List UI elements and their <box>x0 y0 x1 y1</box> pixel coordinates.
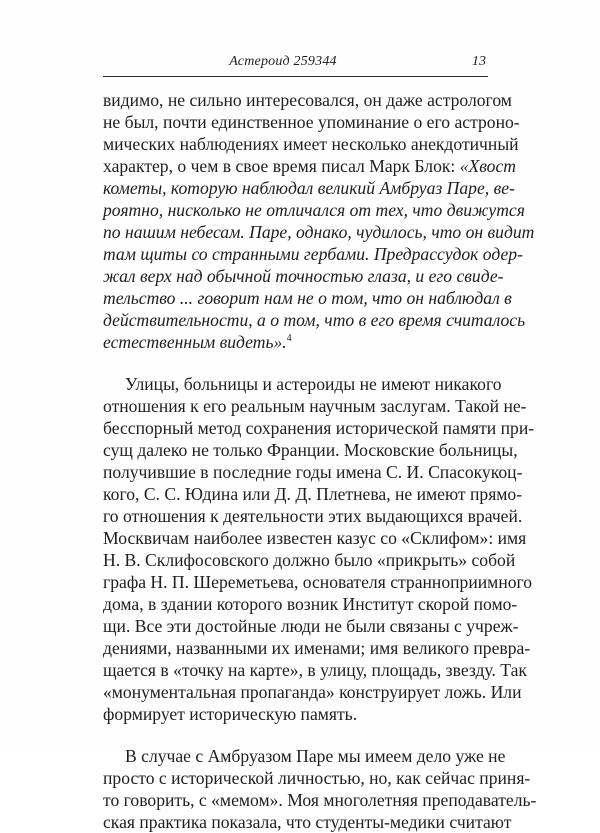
text-segment: то говорить, с «мемом». Моя многолетняя преподаватель- <box>103 790 537 810</box>
text-line <box>103 155 516 177</box>
text-line <box>103 549 516 571</box>
paragraph <box>103 373 535 725</box>
quote-text: там щиты со странными гербами. Предрассудок одер- <box>103 244 523 264</box>
text-segment: щи. Все эти достойные люди не были связаны с учреж- <box>103 616 519 636</box>
text-line <box>103 89 512 111</box>
footnote-ref: 4 <box>286 333 292 344</box>
text-segment: не был, почти единственное упоминание о его астроно- <box>103 112 520 132</box>
text-line <box>103 439 518 461</box>
text-line <box>103 265 504 287</box>
page-number: 13 <box>472 54 486 69</box>
text-segment: бесспорный метод сохранения исторической памяти при- <box>103 418 535 438</box>
text-line <box>103 461 523 483</box>
body-text <box>103 89 537 833</box>
text-line <box>103 483 523 505</box>
text-line <box>103 309 526 331</box>
text-segment: графа Н. П. Шереметьева, основателя странноприимного <box>103 572 533 592</box>
quote-text: «Хвост <box>459 156 516 176</box>
text-line <box>103 527 527 549</box>
text-line <box>103 331 488 353</box>
text-segment: характер, о чем в свое время писал Марк Блок: <box>103 156 460 176</box>
quote-text: кометы, которую наблюдал великий Амбруаз Паре, ве- <box>103 178 515 198</box>
quote-text: роятно, нисколько не отличался от тех, что движутся <box>103 200 525 220</box>
text-line <box>103 703 488 725</box>
text-segment: го отношения к деятельности этих выдающихся врачей. <box>103 506 523 526</box>
text-line <box>103 681 522 703</box>
paragraph-gap <box>103 353 488 373</box>
paragraph-gap <box>103 725 488 745</box>
text-line <box>103 745 506 767</box>
running-title: Астероид 259344 <box>229 54 337 69</box>
text-segment: ская практика показала, что студенты-медики считают <box>103 812 512 832</box>
paragraph <box>103 89 535 353</box>
text-line <box>103 177 515 199</box>
text-segment: «монументальная пропаганда» конструирует ложь. Или <box>103 682 522 702</box>
text-line <box>103 637 531 659</box>
text-line <box>103 571 533 593</box>
text-line <box>103 417 535 439</box>
text-line <box>103 199 525 221</box>
text-segment: дениями, названными их именами; имя великого превра- <box>103 638 531 658</box>
text-segment: щается в «точку на карте», в улицу, площадь, звезду. Так <box>103 660 527 680</box>
text-line <box>103 505 523 527</box>
text-line <box>103 659 527 681</box>
text-segment: В случае с Амбруазом Паре мы имеем дело уже не <box>125 746 506 766</box>
text-line <box>103 767 531 789</box>
paragraph <box>103 745 537 833</box>
text-line <box>103 243 523 265</box>
quote-text: действительности, а о том, что в его время считалось <box>103 310 526 330</box>
text-line <box>103 287 512 309</box>
text-line <box>103 615 519 637</box>
text-segment: дома, в здании которого возник Институт скорой помо- <box>103 594 518 614</box>
text-segment: сущ далеко не только Франции. Московские больницы, <box>103 440 518 460</box>
text-line <box>103 789 537 811</box>
running-head <box>103 52 488 77</box>
quote-text: естественным видеть». <box>103 332 287 352</box>
quote-text: жал верх над обычной точностью глаза, и его свиде- <box>103 266 504 286</box>
text-segment: кого, С. С. Юдина или Д. Д. Плетнева, не имеют прямо- <box>103 484 523 504</box>
text-line <box>103 221 535 243</box>
text-line <box>103 111 520 133</box>
text-segment: формирует историческую память. <box>103 704 358 724</box>
text-line <box>103 593 518 615</box>
text-segment: отношения к его реальным научным заслугам. Такой не- <box>103 396 527 416</box>
text-line <box>103 811 512 833</box>
text-segment: Улицы, больницы и астероиды не имеют никакого <box>125 374 502 394</box>
quote-text: по нашим небесам. Паре, однако, чудилось, что он видит <box>103 222 535 242</box>
text-line <box>103 395 527 417</box>
quote-text: тельство ... говорит нам не о том, что он наблюдал в <box>103 288 512 308</box>
text-line <box>103 133 519 155</box>
text-segment: видимо, не сильно интересовался, он даже астрологом <box>103 90 512 110</box>
text-line <box>103 373 502 395</box>
text-segment: просто с исторической личностью, но, как сейчас приня- <box>103 768 531 788</box>
text-segment: мических наблюдениях имеет несколько анекдотичный <box>103 134 519 154</box>
text-segment: Н. В. Склифосовского должно было «прикрыть» собой <box>103 550 516 570</box>
text-segment: Москвичам наиболее известен казус со «Склифом»: имя <box>103 528 527 548</box>
text-segment: получившие в последние годы имена С. И. Спасокукоц- <box>103 462 523 482</box>
